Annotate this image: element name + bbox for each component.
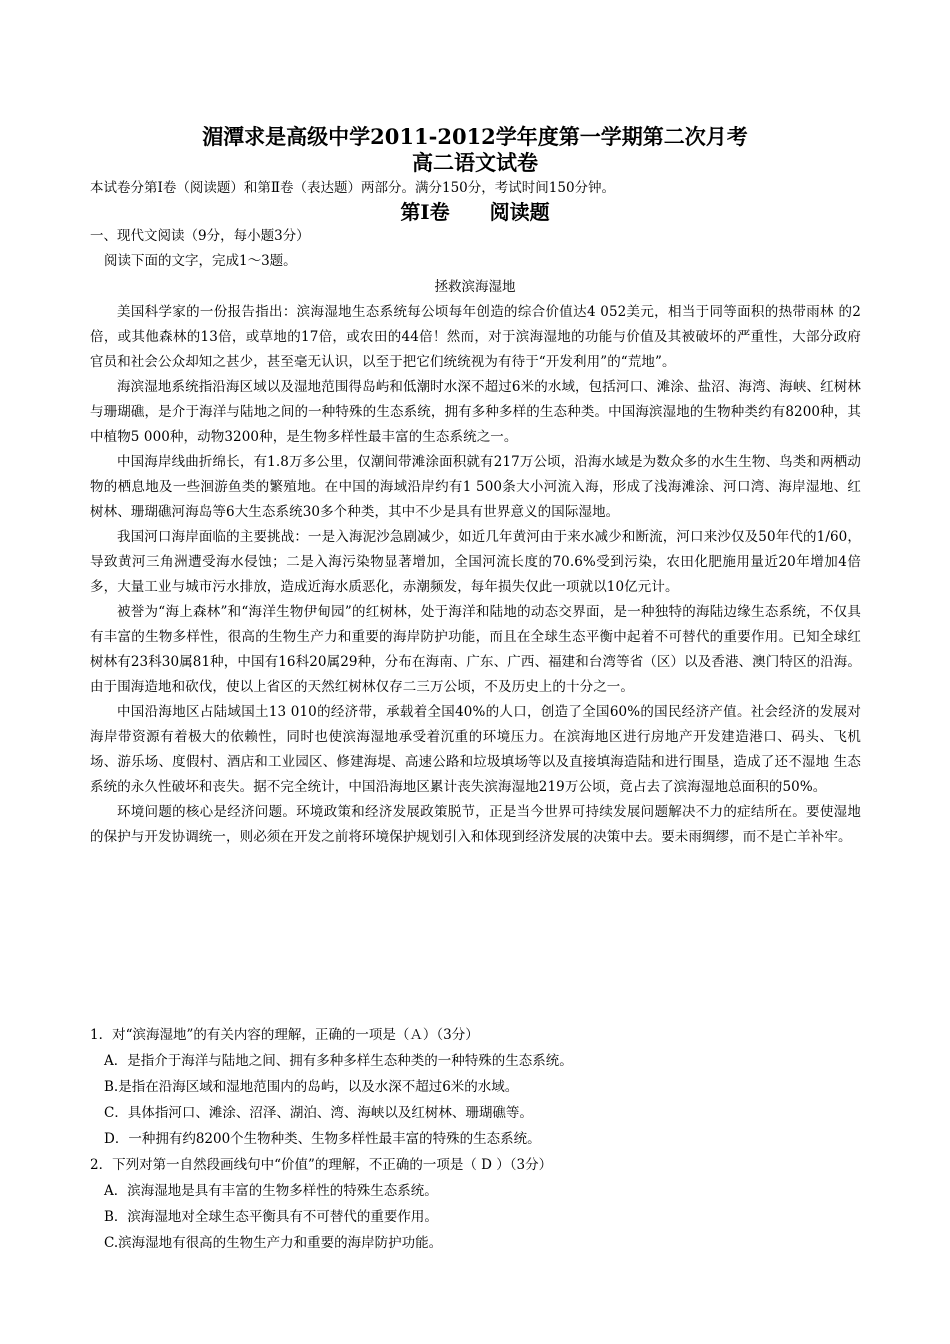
question-stem: 2．下列对第一自然段画线句中“价值”的理解，不正确的一项是（ D ）（3分） [90, 1157, 553, 1173]
reading-instruction: 阅读下面的文字，完成1～3题。 [104, 253, 297, 269]
article-paragraph: 美国科学家的一份报告指出：滨海湿地生态系统每公顷每年创造的综合价值达4 052美元，相当于同等面积的热带雨林 的2倍，或其他森林的13倍，或草地的17倍，或农田的44倍！然而，对于滨海湿地的功能与价值及其被破坏的严重性，大部分政府官员和社会公众却知之甚少，甚至毫无认识，以至于把它们统统视为有待于“开发利用”的“荒地”。 [90, 304, 861, 370]
exam-intro: 本试卷分第Ⅰ卷（阅读题）和第Ⅱ卷（表达题）两部分。满分150分，考试时间150分钟。 [90, 180, 616, 196]
article-paragraph: 中国沿海地区占陆域国土13 010的经济带，承载着全国40%的人口，创造了全国60%的国民经济产值。社会经济的发展对海岸带资源有着极大的依赖性，同时也使滨海湿地承受着沉重的环境压力。在滨海地区进行房地产开发建造港口、码头、飞机场、游乐场、度假村、酒店和工业园区、修建海堤、高速公路和垃圾填场等以及直接填海造陆和进行围垦，造成了还不湿地 生态系统的永久性破坏和丧失。据不完全统计，中国沿海地区累计丧失滨海湿地219万公顷，竟占去了滨海湿地总面积的50%。 [90, 704, 861, 795]
section-title: 第Ⅰ卷 阅读题 [400, 200, 550, 224]
article-paragraph: 中国海岸线曲折绵长，有1.8万多公里，仅潮间带滩涂面积就有217万公顷，沿海水域是为数众多的水生生物、鸟类和两栖动物的栖息地及一些洄游鱼类的繁殖地。在中国的海域沿岸约有1 500条大小河流入海，形成了浅海滩涂、河口湾、海岸湿地、红树林、珊瑚礁河海岛等6大生态系统30多个种类，其中不少是具有世界意义的国际湿地。 [90, 454, 861, 520]
question-option: B.是指在沿海区域和湿地范围内的岛屿，以及水深不超过6米的水域。 [104, 1079, 519, 1095]
article-paragraph: 我国河口海岸面临的主要挑战：一是入海泥沙急剧减少，如近几年黄河由于来水减少和断流，河口来沙仅及50年代的1/60，导致黄河三角洲遭受海水侵蚀；二是入海污染物显著增加，全国河流长度的70.6%受到污染，农田化肥施用量近20年增加4倍多，大量工业与城市污水排放，造成近海水质恶化，赤潮频发，每年损失仅此一项就以10亿元计。 [90, 529, 861, 595]
article-paragraph: 环境问题的核心是经济问题。环境政策和经济发展政策脱节，正是当今世界可持续发展问题解决不力的症结所在。要使湿地的保护与开发协调统一，则必须在开发之前将环境保护规划引入和体现到经济发展的决策中去。要未雨绸缪，而不是亡羊补牢。 [90, 804, 861, 845]
question-list [90, 1022, 870, 1256]
question-2 [90, 1152, 870, 1256]
question-option: A．滨海湿地是具有丰富的生物多样性的特殊生态系统。 [104, 1183, 438, 1199]
article-paragraph: 海滨湿地系统指沿海区域以及湿地范围得岛屿和低潮时水深不超过6米的水域，包括河口、滩涂、盐沼、海湾、海峡、红树林与珊瑚礁，是介于海洋与陆地之间的一种特殊的生态系统，拥有多种多样的生态种类。中国海滨湿地的生物种类约有8200种，其中植物5 000种，动物3200种，是生物多样性最丰富的生态系统之一。 [90, 379, 861, 445]
exam-subtitle: 高二语文试卷 [412, 150, 538, 175]
part-heading: 一、现代文阅读（9分，每小题3分） [90, 228, 310, 244]
article-body [90, 300, 861, 850]
question-option: D．一种拥有约8200个生物种类、生物多样性最丰富的特殊的生态系统。 [104, 1131, 541, 1147]
question-option: A．是指介于海洋与陆地之间、拥有多种多样生态种类的一种特殊的生态系统。 [104, 1053, 573, 1069]
question-1 [90, 1022, 870, 1152]
article-paragraph: 被誉为“海上森林”和“海洋生物伊甸园”的红树林，处于海洋和陆地的动态交界面，是一种独特的海陆边缘生态系统，不仅具有丰富的生物多样性，很高的生物生产力和重要的海岸防护功能，而且在全球生态平衡中起着不可替代的重要作用。已知全球红树林有23科30属81种，中国有16科20属29种，分布在海南、广东、广西、福建和台湾等省（区）以及香港、澳门特区的沿海。由于围海造地和砍伐，使以上省区的天然红树林仅存二三万公顷，不及历史上的十分之一。 [90, 604, 861, 695]
exam-title: 湄潭求是高级中学2011-2012学年度第一学期第二次月考 [202, 124, 748, 149]
question-stem: 1．对“滨海湿地”的有关内容的理解，正确的一项是（Ａ）（3分） [90, 1027, 479, 1043]
question-option: C.滨海湿地有很高的生物生产力和重要的海岸防护功能。 [104, 1235, 443, 1251]
question-option: C．具体指河口、滩涂、沼泽、湖泊、湾、海峡以及红树林、珊瑚礁等。 [104, 1105, 533, 1121]
article-title: 拯救滨海湿地 [434, 279, 516, 295]
question-option: B．滨海湿地对全球生态平衡具有不可替代的重要作用。 [104, 1209, 438, 1225]
